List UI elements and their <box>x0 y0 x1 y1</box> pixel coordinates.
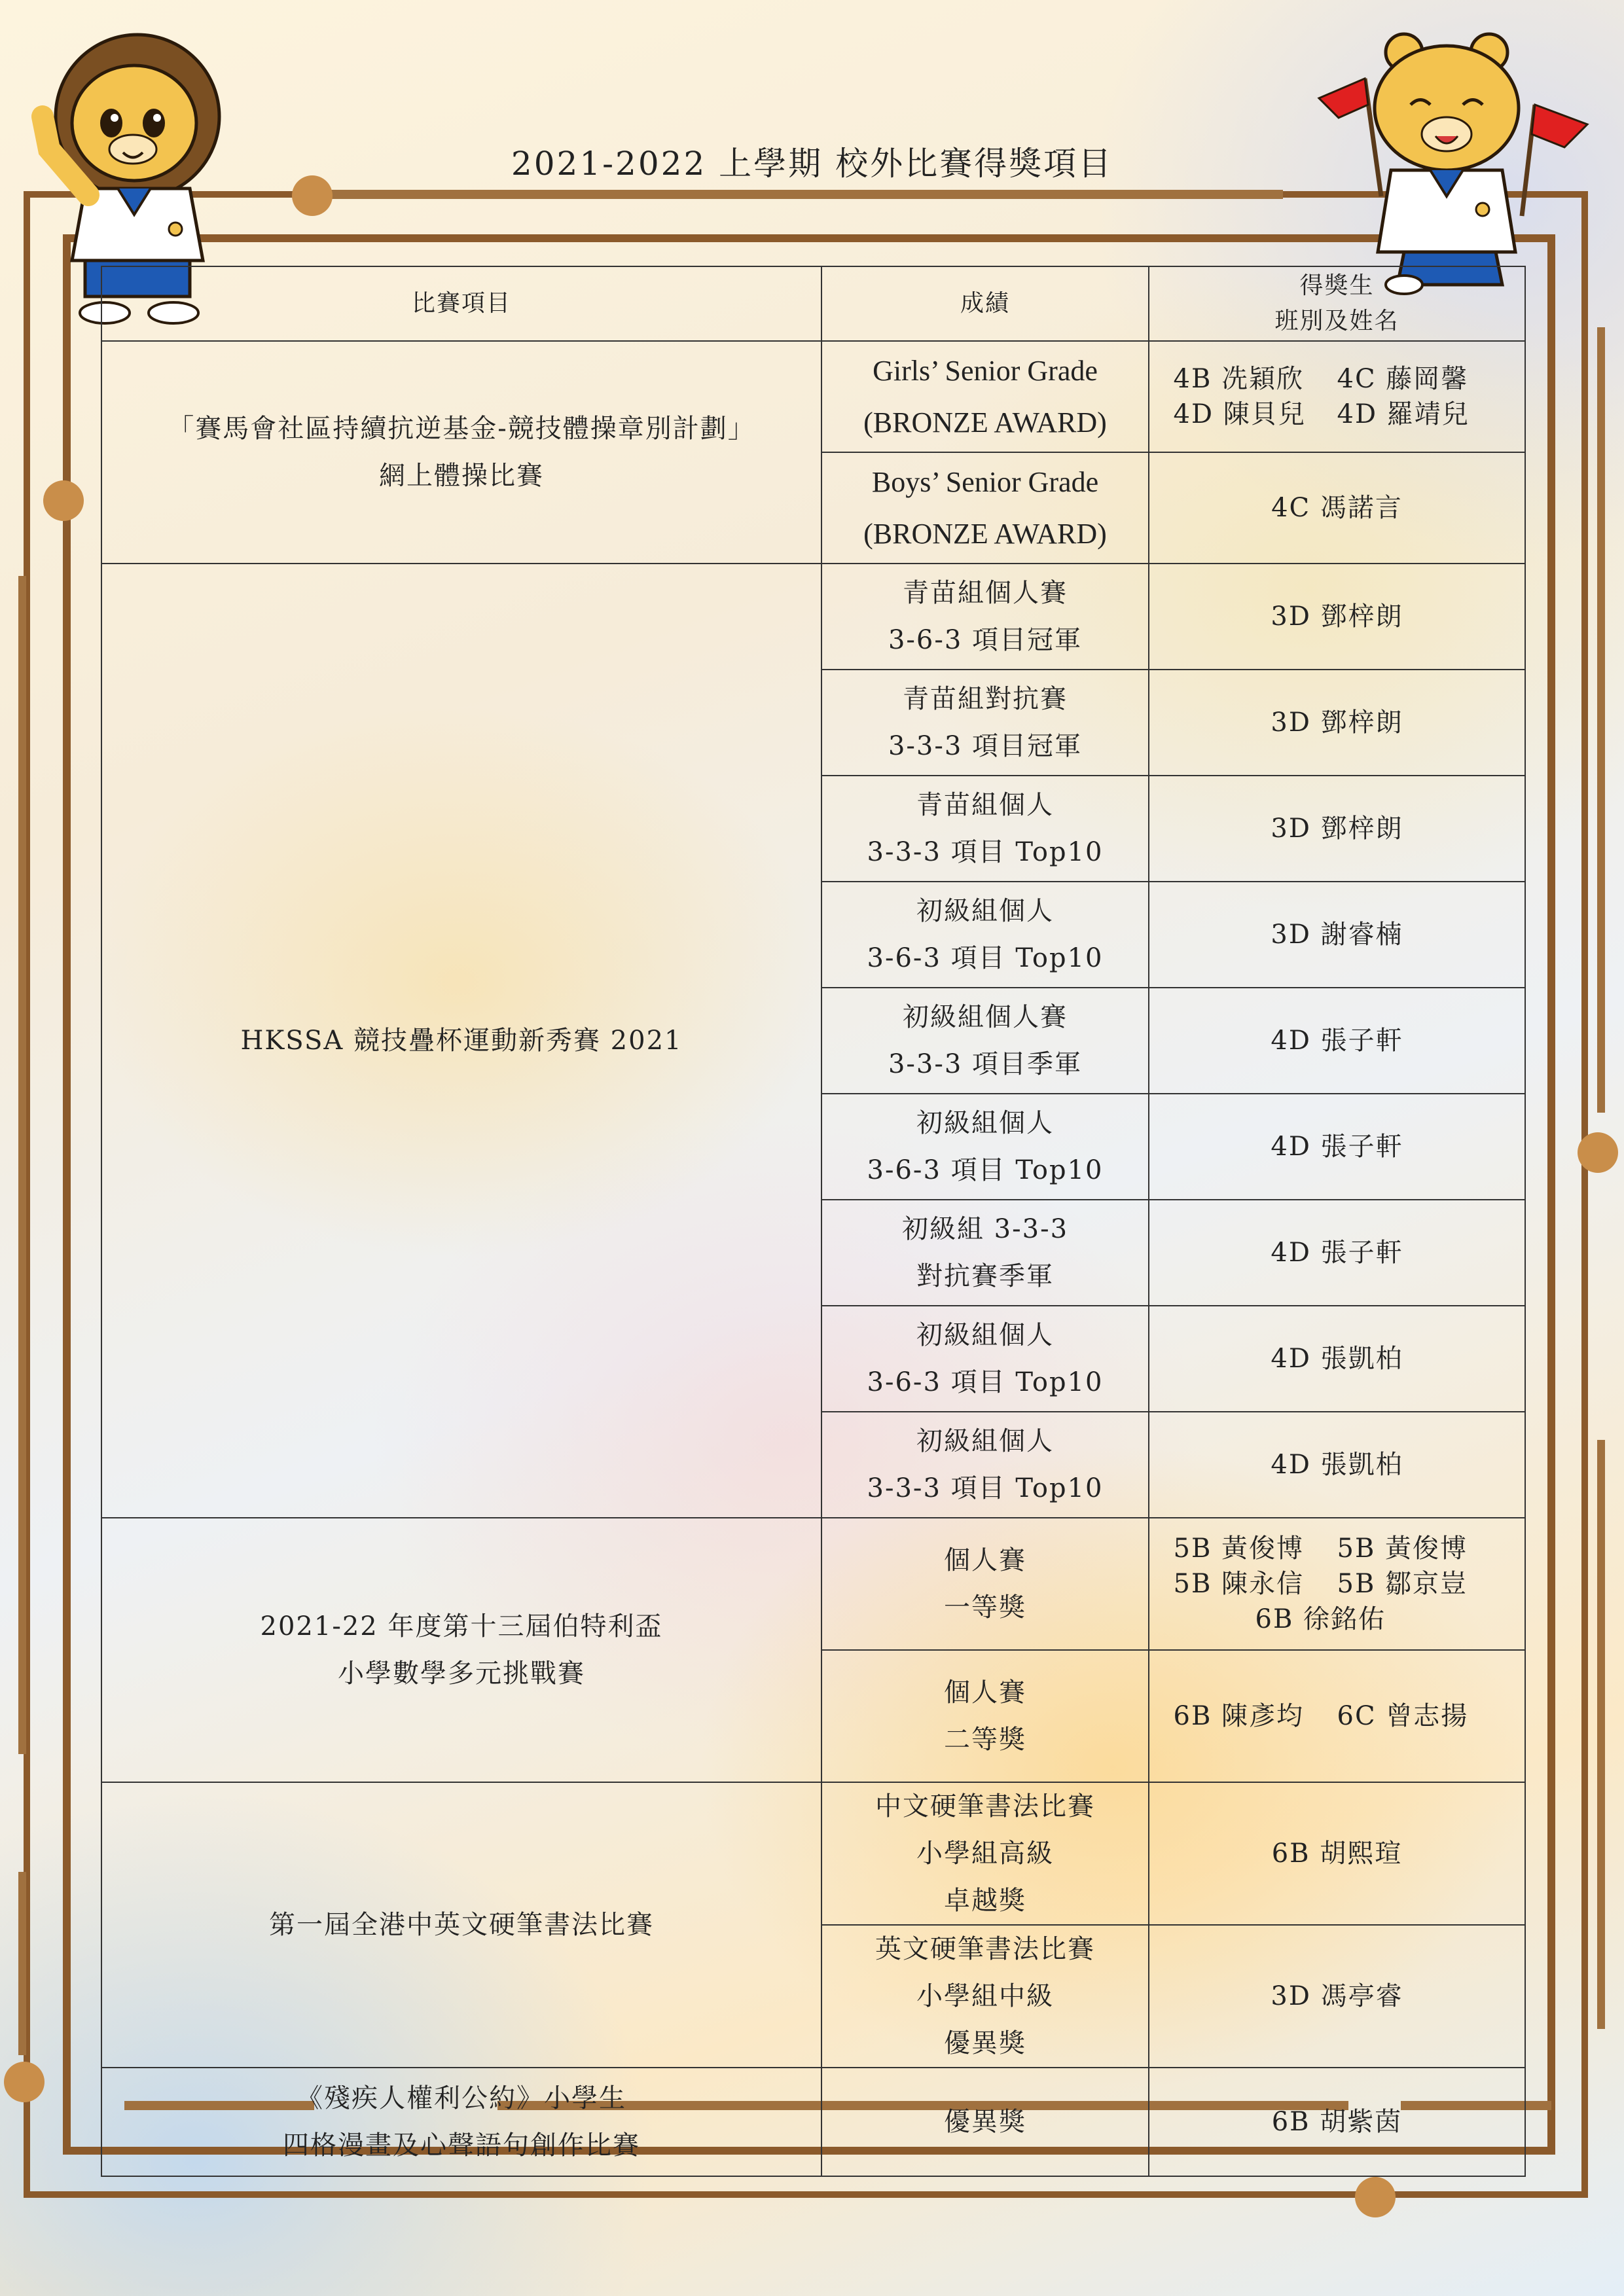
student-name: 4D 張凱柏 <box>1271 1344 1403 1374</box>
winners-cell <box>1149 452 1525 564</box>
result-line: 青苗組對抗賽 <box>903 684 1068 714</box>
student-name: 6B 胡紫茵 <box>1271 2107 1403 2137</box>
winners-cell <box>1149 1306 1525 1412</box>
result-line: 3-3-3 項目 Top10 <box>867 1473 1104 1503</box>
header-competition: 比賽項目 <box>101 266 821 341</box>
result-line: 卓越獎 <box>944 1886 1026 1916</box>
winners-cell <box>1149 1925 1525 2068</box>
result-cell <box>821 1094 1149 1200</box>
winners-cell <box>1149 1200 1525 1306</box>
competition-cell <box>101 564 821 1518</box>
competition-cell <box>101 1782 821 2068</box>
student-name: 4D 張子軒 <box>1271 1026 1403 1056</box>
result-line: 3-6-3 項目 Top10 <box>867 943 1104 973</box>
student-name: 4D 張子軒 <box>1271 1132 1403 1162</box>
competition-cell <box>101 341 821 564</box>
result-line: 小學組高級 <box>916 1839 1054 1869</box>
winners-line <box>1156 1229 1518 1276</box>
result-cell <box>821 988 1149 1094</box>
competition-name-line: 《殘疾人權利公約》小學生 <box>297 2083 626 2113</box>
result-cell <box>821 670 1149 776</box>
result-cell <box>821 341 1149 452</box>
winners-cell <box>1149 1518 1525 1650</box>
result-cell <box>821 1650 1149 1782</box>
result-line: 初級組個人 <box>916 896 1054 926</box>
table-header-row <box>101 266 1525 341</box>
result-cell <box>821 2068 1149 2176</box>
student-name: 3D 鄧梓朗 <box>1271 601 1403 632</box>
result-line: 初級組個人 <box>916 1426 1054 1456</box>
result-line: 優異獎 <box>944 2028 1026 2058</box>
student-name: 6B 徐銘佑 <box>1255 1604 1386 1634</box>
result-cell <box>821 882 1149 988</box>
student-name: 3D 馮亭睿 <box>1271 1981 1403 2011</box>
result-line: 英文硬筆書法比賽 <box>875 1934 1095 1964</box>
student-name: 3D 鄧梓朗 <box>1271 814 1403 844</box>
table-row <box>101 564 1525 670</box>
result-line: 3-3-3 項目 Top10 <box>867 837 1104 867</box>
result-line: 個人賽 <box>944 1545 1026 1575</box>
result-line: 中文硬筆書法比賽 <box>875 1791 1095 1821</box>
winners-line <box>1156 699 1518 746</box>
result-cell <box>821 776 1149 882</box>
student-name: 4C 馮諾言 <box>1271 493 1403 523</box>
winners-line <box>1156 593 1518 640</box>
student-name: 3D 鄧梓朗 <box>1271 708 1403 738</box>
student-name: 6B 胡熙瑄 <box>1271 1839 1403 1869</box>
result-cell <box>821 452 1149 564</box>
competition-name-line: 小學數學多元挑戰賽 <box>338 1659 585 1689</box>
result-line: 3-3-3 項目冠軍 <box>888 731 1083 761</box>
winners-line <box>1156 1531 1518 1566</box>
winners-line <box>1156 1602 1518 1637</box>
page-title: 2021-2022 上學期 校外比賽得獎項目 <box>511 145 1113 183</box>
result-cell <box>821 1925 1149 2068</box>
competition-name-line: 2021-22 年度第十三屆伯特利盃 <box>260 1611 663 1641</box>
student-name: 4B 冼穎欣 <box>1173 364 1305 394</box>
student-name: 3D 謝睿楠 <box>1271 920 1403 950</box>
result-line: 對抗賽季軍 <box>916 1261 1054 1291</box>
student-name: 4C 藤岡馨 <box>1337 364 1469 394</box>
result-line: 青苗組個人賽 <box>903 578 1068 608</box>
result-line: 初級組個人 <box>916 1108 1054 1138</box>
result-cell <box>821 1306 1149 1412</box>
winners-line <box>1156 2098 1518 2145</box>
result-line: 初級組個人 <box>916 1320 1054 1350</box>
competition-cell <box>101 1518 821 1782</box>
result-line: 3-6-3 項目 Top10 <box>867 1367 1104 1397</box>
student-name: 4D 羅靖兒 <box>1337 399 1470 429</box>
winners-line <box>1156 805 1518 852</box>
result-line: 青苗組個人 <box>916 790 1054 820</box>
result-line: Girls’ Senior Grade <box>873 354 1098 387</box>
result-cell <box>821 1518 1149 1650</box>
winners-line <box>1156 1017 1518 1064</box>
winners-cell <box>1149 1650 1525 1782</box>
student-name: 4D 張子軒 <box>1271 1238 1403 1268</box>
header-winners <box>1149 266 1525 341</box>
header-result: 成績 <box>821 266 1149 341</box>
winners-line <box>1156 1335 1518 1382</box>
student-name: 6C 曾志揚 <box>1337 1701 1469 1731</box>
student-name: 5B 黃俊博 <box>1173 1534 1305 1564</box>
table-row <box>101 2068 1525 2176</box>
result-line: 一等獎 <box>944 1592 1026 1623</box>
student-name: 5B 黃俊博 <box>1337 1534 1468 1564</box>
student-name: 5B 陳永信 <box>1173 1569 1305 1599</box>
winners-line <box>1156 1441 1518 1488</box>
result-line: (BRONZE AWARD) <box>863 406 1107 439</box>
result-cell <box>821 1782 1149 1925</box>
result-line: 優異獎 <box>944 2107 1026 2137</box>
winners-cell <box>1149 776 1525 882</box>
result-line: (BRONZE AWARD) <box>863 518 1107 550</box>
winners-line <box>1156 1973 1518 2020</box>
result-line: Boys’ Senior Grade <box>871 465 1099 498</box>
student-name: 5B 鄒京豈 <box>1337 1569 1468 1599</box>
table-row <box>101 1782 1525 1925</box>
winners-cell <box>1149 1782 1525 1925</box>
competition-name-line: 四格漫畫及心聲語句創作比賽 <box>283 2130 640 2161</box>
result-cell <box>821 564 1149 670</box>
winners-line <box>1156 397 1518 432</box>
competition-name-line: 網上體操比賽 <box>379 461 544 491</box>
winners-line <box>1156 911 1518 958</box>
result-line: 個人賽 <box>944 1677 1026 1708</box>
winners-line <box>1156 484 1518 531</box>
winners-line <box>1156 1693 1518 1740</box>
competition-name-line: HKSSA 競技疊杯運動新秀賽 2021 <box>240 1026 683 1056</box>
result-line: 初級組個人賽 <box>903 1002 1068 1032</box>
result-cell <box>821 1412 1149 1518</box>
result-line: 3-6-3 項目冠軍 <box>888 625 1083 655</box>
result-line: 3-3-3 項目季軍 <box>888 1049 1083 1079</box>
student-name: 4D 陳貝兒 <box>1173 399 1306 429</box>
student-name: 6B 陳彥均 <box>1173 1701 1305 1731</box>
awards-table <box>101 266 1526 2177</box>
winners-line <box>1156 1123 1518 1170</box>
winners-cell <box>1149 1094 1525 1200</box>
result-line: 小學組中級 <box>916 1981 1054 2011</box>
header-winners-line1: 得獎生 <box>1299 272 1375 299</box>
winners-cell <box>1149 564 1525 670</box>
winners-cell <box>1149 882 1525 988</box>
winners-cell <box>1149 670 1525 776</box>
competition-cell <box>101 2068 821 2176</box>
winners-cell <box>1149 988 1525 1094</box>
result-cell <box>821 1200 1149 1306</box>
result-line: 3-6-3 項目 Top10 <box>867 1155 1104 1185</box>
result-line: 二等獎 <box>944 1725 1026 1755</box>
student-name: 4D 張凱柏 <box>1271 1450 1403 1480</box>
winners-line <box>1156 1566 1518 1602</box>
table-row <box>101 1518 1525 1650</box>
result-line: 初級組 3-3-3 <box>901 1214 1069 1244</box>
winners-line <box>1156 1830 1518 1877</box>
competition-name-line: 第一屆全港中英文硬筆書法比賽 <box>269 1910 654 1940</box>
winners-cell <box>1149 2068 1525 2176</box>
winners-cell <box>1149 341 1525 452</box>
header-winners-line2: 班別及姓名 <box>1274 308 1399 334</box>
winners-line <box>1156 361 1518 397</box>
table-row <box>101 341 1525 452</box>
winners-cell <box>1149 1412 1525 1518</box>
competition-name-line: 「賽馬會社區持續抗逆基金-競技體操章別計劃」 <box>168 414 755 444</box>
